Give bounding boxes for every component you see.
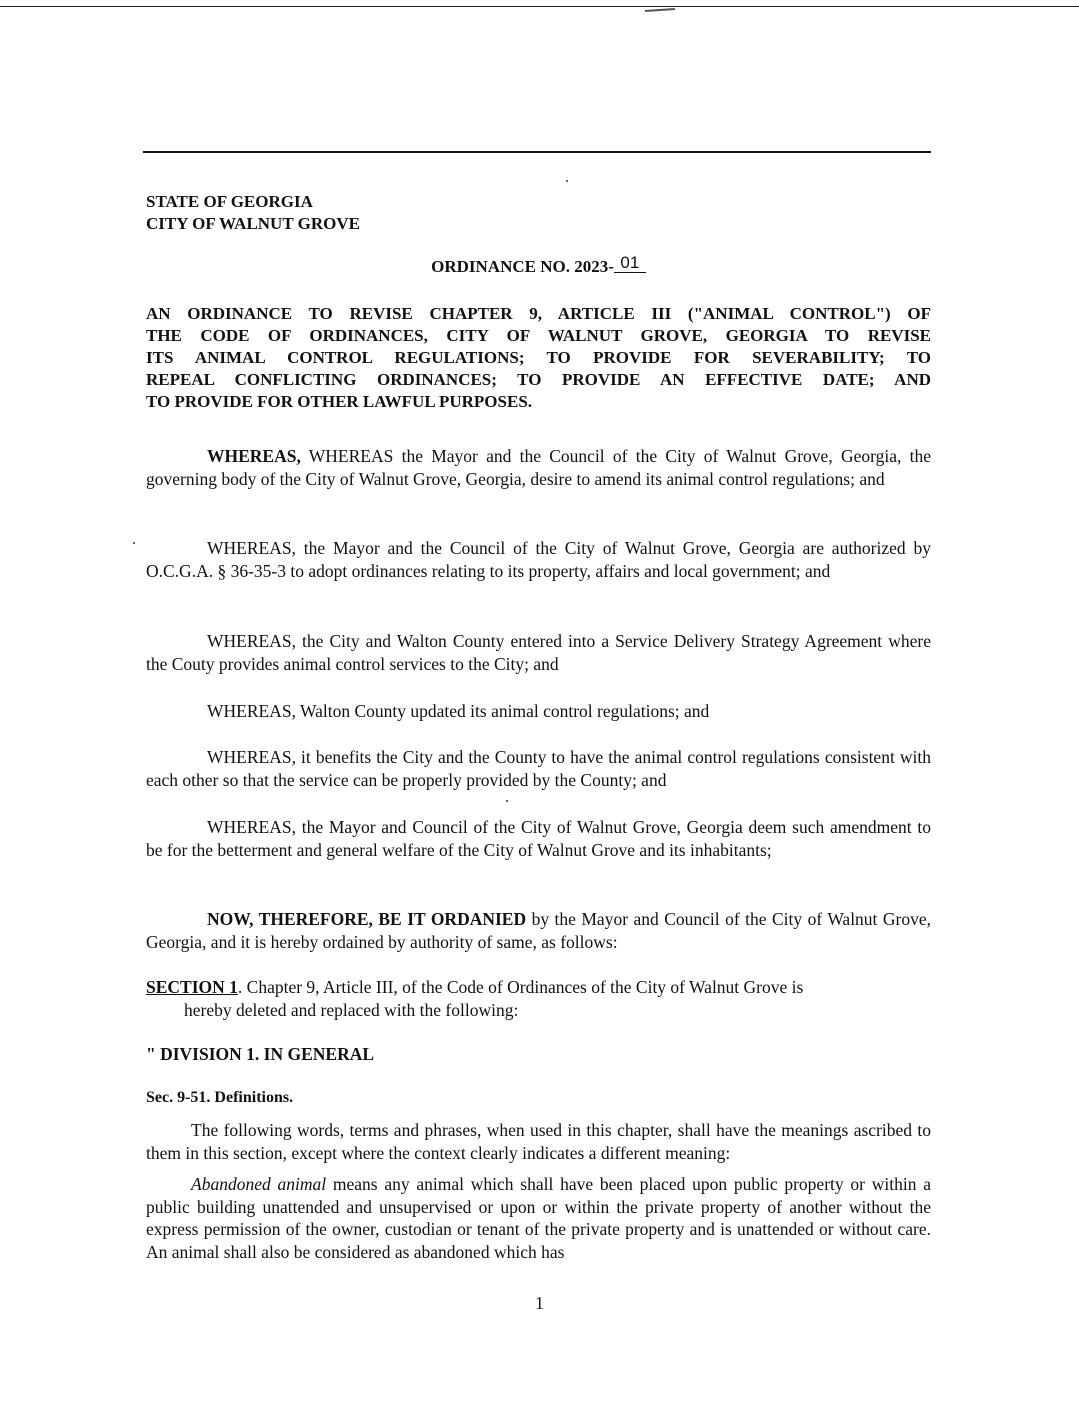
recital-4: WHEREAS, Walton County updated its animal control regulations; and	[207, 701, 710, 721]
title-line: TO PROVIDE FOR OTHER LAWFUL PURPOSES.	[146, 392, 533, 411]
section-1-label: SECTION 1	[146, 977, 238, 997]
ordaining-lead: NOW, THEREFORE, BE IT ORDANIED	[207, 909, 527, 929]
title-line: REPEAL CONFLICTING ORDINANCES; TO PROVIDE AN EFFECTIVE DATE; AND	[146, 370, 931, 389]
section-heading: Sec. 9-51. Definitions.	[146, 1089, 294, 1106]
header-rule	[143, 151, 931, 153]
definition-text: means any animal which shall have been placed upon public property or within a public building unattended and unsupervised or upon or within the private property of another without the express permission of the owner, custodian or tenant of the private property and is unattended or without care. An animal shall also be considered as abandoned which has	[146, 1174, 931, 1262]
section-1-text: . Chapter 9, Article III, of the Code of Ordinances of the City of Walnut Grove is	[237, 977, 804, 997]
scan-mark	[645, 8, 675, 12]
definition-abandoned-animal	[146, 1173, 931, 1263]
ordinance-label: ORDINANCE NO. 2023-	[431, 257, 614, 276]
recital-1-text: WHEREAS the Mayor and the Council of the City of Walnut Grove, Georgia, the governing body of the City of Walnut Grove, Georgia, desire to amend its animal control regulations; and	[146, 446, 931, 489]
recital-2: WHEREAS, the Mayor and the Council of the City of Walnut Grove, Georgia are authorized by O.C.G.A. § 36-35-3 to adopt ordinances relating to its property, affairs and local government; and	[146, 538, 931, 581]
section-1-text-cont: hereby deleted and replaced with the following:	[184, 999, 519, 1020]
recital-6: WHEREAS, the Mayor and Council of the City of Walnut Grove, Georgia deem such amendment to be for the betterment and general welfare of the City of Walnut Grove and its inhabitants;	[146, 817, 931, 860]
section-1	[146, 976, 931, 1021]
title-line: ITS ANIMAL CONTROL REGULATIONS; TO PROVIDE FOR SEVERABILITY; TO	[146, 348, 931, 367]
definition-term: Abandoned animal	[191, 1174, 327, 1194]
state-line: STATE OF GEORGIA	[146, 192, 313, 211]
scan-speck	[506, 800, 508, 802]
recital-1-lead: WHEREAS,	[207, 446, 301, 466]
recital-1	[146, 445, 931, 490]
page-number: 1	[535, 1293, 544, 1313]
ordinance-title	[146, 303, 931, 413]
scan-edge-line	[0, 6, 1079, 7]
city-line: CITY OF WALNUT GROVE	[146, 214, 360, 233]
ordinance-number: 01	[614, 254, 646, 273]
definitions-intro: The following words, terms and phrases, when used in this chapter, shall have the meanings ascribed to them in this section, except where the context clearly indicates a different meaning:	[146, 1120, 931, 1163]
scan-speck	[566, 180, 568, 182]
scan-speck	[133, 542, 135, 544]
ordaining-text: by the Mayor and Council of the City of Walnut Grove, Georgia, and it is hereby ordained by authority of same, as follows:	[146, 909, 931, 952]
title-line: AN ORDINANCE TO REVISE CHAPTER 9, ARTICLE III ("ANIMAL CONTROL") OF	[146, 304, 931, 323]
division-heading: " DIVISION 1. IN GENERAL	[146, 1044, 375, 1064]
recital-5: WHEREAS, it benefits the City and the County to have the animal control regulations consistent with each other so that the service can be properly provided by the County; and	[146, 747, 931, 790]
recital-3: WHEREAS, the City and Walton County entered into a Service Delivery Strategy Agreement where the Couty provides animal control services to the City; and	[146, 631, 931, 674]
ordaining-clause	[146, 908, 931, 953]
jurisdiction-header	[146, 191, 546, 235]
ordinance-number-line	[146, 253, 931, 279]
title-line: THE CODE OF ORDINANCES, CITY OF WALNUT GROVE, GEORGIA TO REVISE	[146, 326, 931, 345]
